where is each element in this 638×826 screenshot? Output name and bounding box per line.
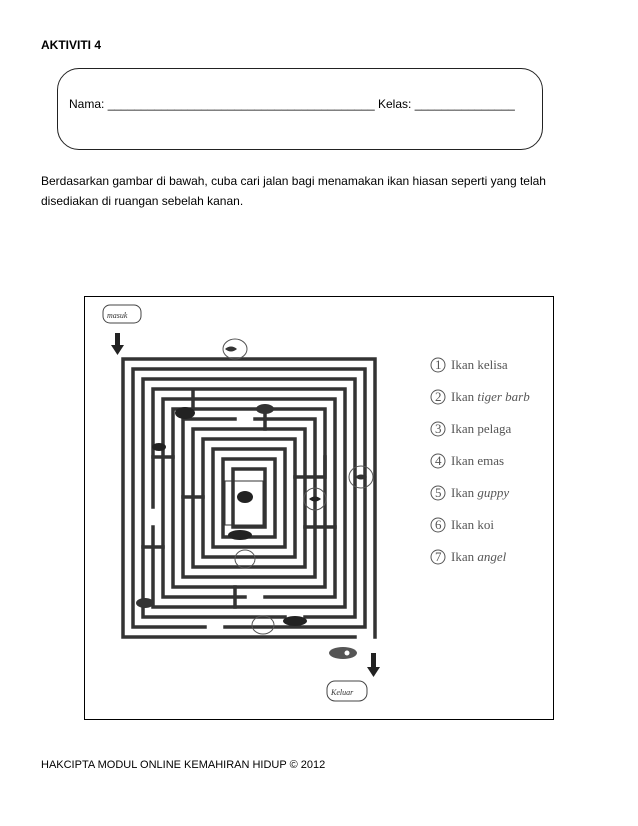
fish-list-item bbox=[431, 453, 504, 468]
fish-list-item bbox=[431, 517, 494, 532]
entry-arrow-icon bbox=[111, 333, 124, 355]
fish-name-label: Ikan angel bbox=[451, 549, 507, 564]
fish-list-item bbox=[431, 357, 508, 372]
fish-list-item bbox=[431, 549, 507, 564]
fish-number: 2 bbox=[435, 389, 442, 404]
activity-heading: AKTIVITI 4 bbox=[41, 38, 102, 52]
fish-number: 6 bbox=[435, 517, 442, 532]
entry-label: masuk bbox=[107, 311, 128, 320]
class-blank[interactable]: _______________ bbox=[414, 97, 515, 111]
fish-list-item bbox=[431, 485, 509, 500]
exit-tag bbox=[327, 681, 367, 701]
fish-number: 5 bbox=[435, 485, 442, 500]
student-info-row bbox=[69, 97, 515, 111]
fish-list-item bbox=[431, 421, 512, 436]
entry-tag bbox=[103, 305, 141, 323]
fish-number: 4 bbox=[435, 453, 442, 468]
fish-name-label: Ikan pelaga bbox=[451, 421, 512, 436]
fish-name-list bbox=[431, 357, 530, 564]
class-label: Kelas: bbox=[377, 97, 412, 111]
fish-name-label: Ikan guppy bbox=[451, 485, 510, 500]
fish-number: 1 bbox=[435, 357, 442, 372]
name-label: Nama: bbox=[69, 97, 105, 111]
maze-figure bbox=[84, 296, 554, 720]
fish-name-label: Ikan koi bbox=[451, 517, 494, 532]
instruction-text: Berdasarkan gambar di bawah, cuba cari jalan bagi menamakan ikan hiasan seperti yang telah disediakan di ruangan sebelah kanan. bbox=[41, 174, 546, 208]
fish-name-label: Ikan emas bbox=[451, 453, 505, 468]
fish-name-label: Ikan kelisa bbox=[451, 357, 508, 372]
maze-svg bbox=[85, 297, 555, 721]
copyright-footer: HAKCIPTA MODUL ONLINE KEMAHIRAN HIDUP © 2012 bbox=[41, 759, 326, 771]
fish-number: 3 bbox=[435, 421, 442, 436]
exit-label: Keluar bbox=[331, 688, 354, 697]
fish-list-item bbox=[431, 389, 530, 404]
fish-number: 7 bbox=[435, 549, 442, 564]
name-blank[interactable]: ________________________________________ bbox=[107, 97, 375, 111]
exit-arrow-icon bbox=[367, 653, 380, 677]
student-info-box bbox=[57, 68, 543, 150]
fish-name-label: Ikan tiger barb bbox=[451, 389, 530, 404]
